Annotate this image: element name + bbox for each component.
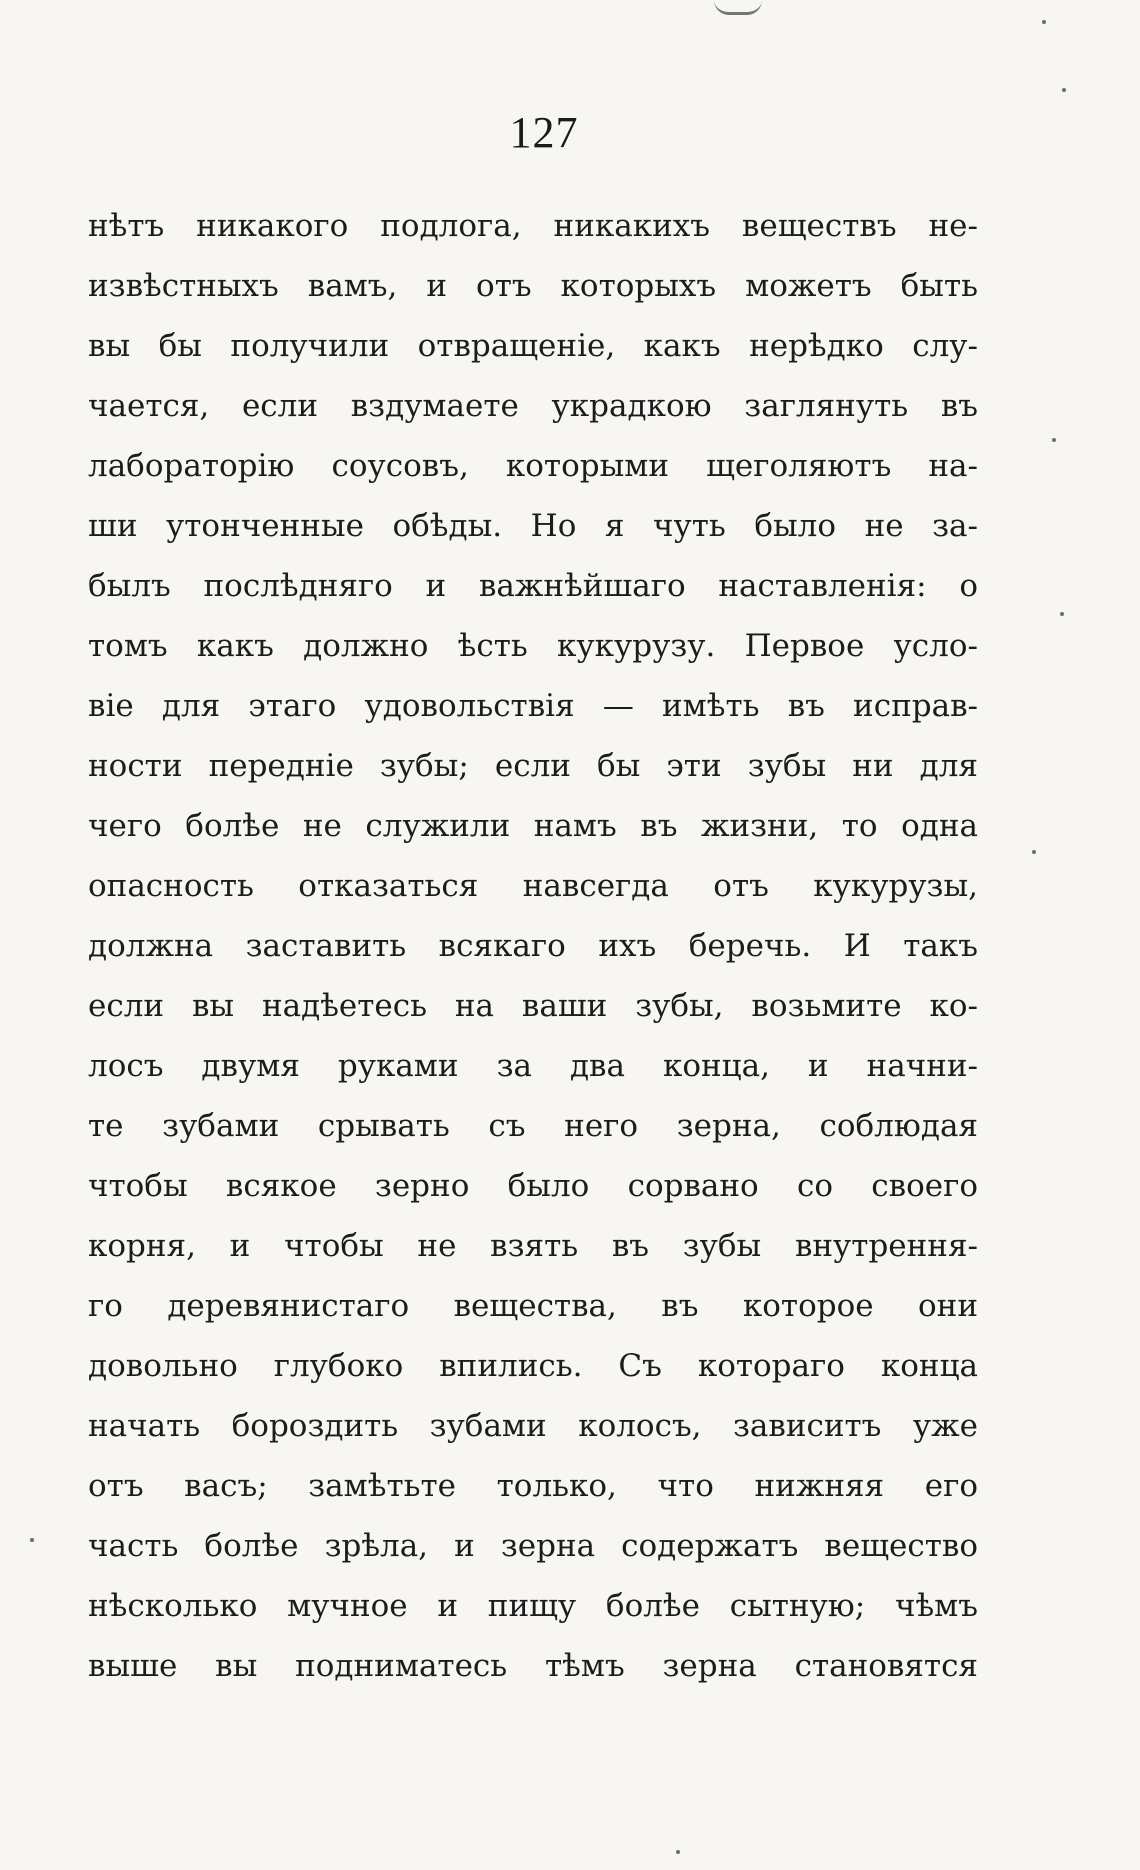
text-line: лосъ двумя руками за два конца, и начни-	[88, 1048, 978, 1084]
text-line: чается, если вздумаете украдкою заглянуть въ	[88, 388, 978, 424]
text-line: чтобы всякое зерно было сорвано со своего	[88, 1168, 978, 1204]
text-line: нѣсколько мучное и пищу болѣе сытную; чѣмъ	[88, 1588, 978, 1624]
ink-speck	[1032, 850, 1036, 854]
text-line: томъ какъ должно ѣсть кукурузу. Первое усло-	[88, 628, 978, 664]
text-line: ши утонченные обѣды. Но я чуть было не за-	[88, 508, 978, 544]
text-line: вы бы получили отвращеніе, какъ нерѣдко слу-	[88, 328, 978, 364]
ink-speck	[1042, 20, 1046, 24]
text-line: извѣстныхъ вамъ, и отъ которыхъ можетъ быть	[88, 268, 978, 304]
text-line: былъ послѣдняго и важнѣйшаго наставленія: о	[88, 568, 978, 604]
text-line: начать бороздить зубами колосъ, зависитъ уже	[88, 1408, 978, 1444]
text-line: корня, и чтобы не взять въ зубы внутрення-	[88, 1228, 978, 1264]
text-line: го деревянистаго вещества, въ которое они	[88, 1288, 978, 1324]
text-line: те зубами срывать съ него зерна, соблюдая	[88, 1108, 978, 1144]
ink-speck	[676, 1850, 680, 1854]
ink-speck	[1052, 438, 1056, 442]
text-line: выше вы подниматесь тѣмъ зерна становятся	[88, 1648, 978, 1684]
ink-speck	[1062, 88, 1066, 92]
text-line: довольно глубоко впились. Съ котораго конца	[88, 1348, 978, 1384]
text-line: нѣтъ никакого подлога, никакихъ веществъ не-	[88, 208, 978, 244]
text-line: если вы надѣетесь на ваши зубы, возьмите ко-	[88, 988, 978, 1024]
text-line: часть болѣе зрѣла, и зерна содержатъ вещество	[88, 1528, 978, 1564]
text-line: ности передніе зубы; если бы эти зубы ни для	[88, 748, 978, 784]
top-ornament	[714, 0, 762, 15]
text-line: опасность отказаться навсегда отъ кукурузы,	[88, 868, 978, 904]
text-line: лабораторію соусовъ, которыми щеголяютъ на-	[88, 448, 978, 484]
ink-speck	[30, 1538, 34, 1542]
page-number: 127	[509, 108, 579, 157]
body-text	[88, 196, 978, 1696]
text-line: отъ васъ; замѣтьте только, что нижняя его	[88, 1468, 978, 1504]
text-line: віе для этаго удовольствія — имѣть въ исправ-	[88, 688, 978, 724]
ink-speck	[1060, 612, 1064, 616]
text-line: чего болѣе не служили намъ въ жизни, то одна	[88, 808, 978, 844]
text-line: должна заставить всякаго ихъ беречь. И такъ	[88, 928, 978, 964]
